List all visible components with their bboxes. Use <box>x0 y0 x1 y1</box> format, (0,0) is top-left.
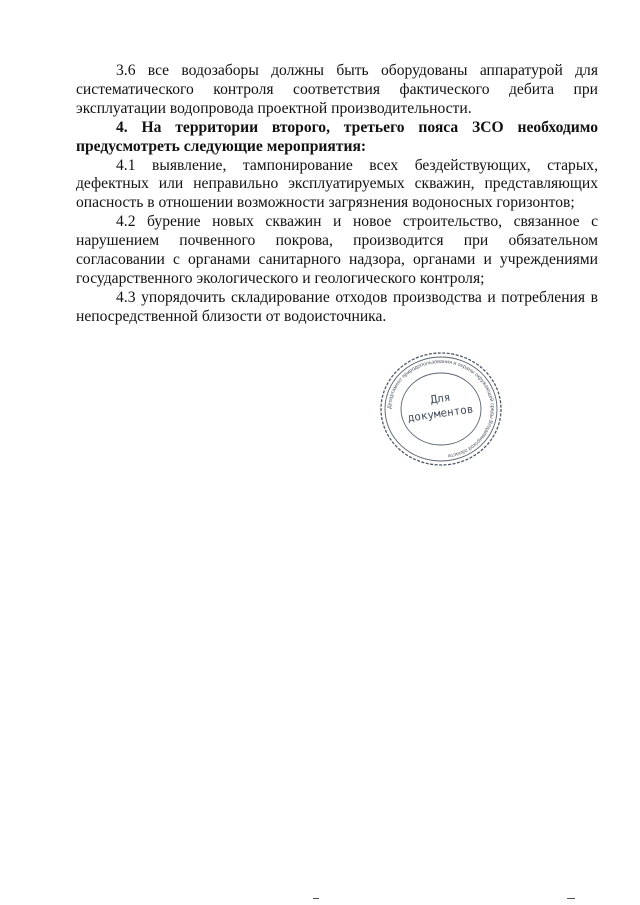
stamp-center-line1: Для <box>429 390 452 407</box>
official-stamp <box>378 350 504 468</box>
paragraph-4-heading: 4. На территории второго, третьего пояса ЗСО необходимо предусмотреть следующие мероприятия: <box>76 118 598 155</box>
stamp-graphic <box>378 350 504 468</box>
paragraph-4-3: 4.3 упорядочить складирование отходов производства и потребления в непосредственной близости от водоисточника. <box>76 288 598 325</box>
paragraph-4-2: 4.2 бурение новых скважин и новое строительство, связанное с нарушением почвенного покрова, производится при обязательном согласовании с органами санитарного надзора, органами и учреждениями государственного экологического и геологического контроля; <box>76 213 598 287</box>
scan-mark-right <box>567 898 575 899</box>
paragraph-4-1: 4.1 выявление, тампонирование всех бездействующих, старых, дефектных или неправильно эксплуатируемых скважин, представляющих опасность в отношении возможности загрязнения водоносных горизонтов; <box>76 156 598 212</box>
paragraph-3-6: 3.6 все водозаборы должны быть оборудованы аппаратурой для систематического контроля соответствия фактического дебита при эксплуатации водопровода проектной производительности. <box>76 62 598 117</box>
stamp-ring-text: Департамент природопользования и охраны окружающей среды Владимирской области <box>386 358 496 459</box>
scan-mark-left <box>313 898 319 899</box>
stamp-center-line2: документов <box>406 402 475 425</box>
document-body <box>76 62 598 327</box>
